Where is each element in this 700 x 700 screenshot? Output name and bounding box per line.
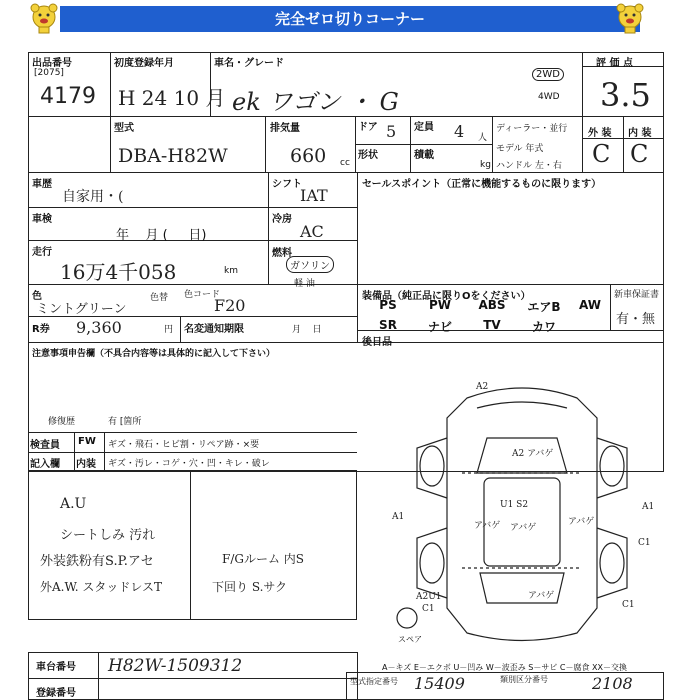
mascot-left-icon xyxy=(24,2,64,34)
aircon-label: 冷房 xyxy=(272,214,292,225)
displacement-label: 排気量 xyxy=(270,123,300,134)
reg-label: 登録番号 xyxy=(36,688,76,699)
inspection-value: 年 月 ( 日) xyxy=(116,228,207,243)
recycle-label: R券 xyxy=(32,324,50,335)
mark-a2-hood: A2 アバゲ xyxy=(512,449,554,459)
score-label: 評 価 点 xyxy=(596,58,633,69)
capacity-unit: 人 xyxy=(478,133,488,143)
interior-value: C xyxy=(630,140,649,168)
chassis-value: H82W-1509312 xyxy=(108,656,243,676)
model-spec-label: 型式指定番号 xyxy=(350,677,398,686)
mark-c1-rear-left: C1 xyxy=(422,604,435,614)
equip-aw: AW xyxy=(579,298,601,312)
door-label: ドア xyxy=(358,122,378,133)
color-value: ミントグリーン xyxy=(36,302,127,317)
car-diagram xyxy=(372,378,672,658)
inspector-label: 検査員 xyxy=(30,440,60,451)
name-change-value: 月 日 xyxy=(292,325,322,335)
model-spec-value: 15409 xyxy=(414,674,465,693)
usage-label: 車歴 xyxy=(32,179,52,190)
equip-kawa: カワ xyxy=(531,320,556,334)
mileage-label: 走行 xyxy=(32,247,52,258)
displacement-value: 660 xyxy=(290,145,327,167)
rear-seat-label: 後日品 xyxy=(362,337,392,348)
sales-point-label: セールスポイント（正常に機能するものに限ります） xyxy=(362,179,602,190)
entry-label: 記入欄 xyxy=(30,459,60,470)
note-3: 外装鉄粉有S.P.アセ xyxy=(40,554,154,569)
equip-airbag: エアB xyxy=(527,300,561,314)
name-grade-label: 車名・グレード xyxy=(214,58,284,69)
note-4: 外A.W. スタッドレスT xyxy=(40,580,162,594)
equip-abs: ABS xyxy=(478,298,506,312)
dealer-label: ディーラー・並行 xyxy=(496,124,568,134)
handle-label: ハンドル 左・右 xyxy=(496,161,562,171)
color-no-label: 色替 xyxy=(150,293,169,303)
mileage-value: 16万4千058 xyxy=(60,260,177,284)
first-reg-value: H 24 10 月 xyxy=(118,86,226,110)
interior-row-label: 内装 xyxy=(76,459,96,470)
fw-label: FW xyxy=(78,436,96,447)
usage-value: 自家用・( xyxy=(62,189,124,205)
banner-title: 完全ゼロ切りコーナー xyxy=(60,6,640,32)
warranty-label: 新車保証書 xyxy=(614,290,660,300)
exterior-label: 外 装 xyxy=(588,128,612,139)
damage-legend: A－キズ E－エクボ U－凹み W－波歪み S－サビ C－腐食 XX－交換 xyxy=(382,663,628,672)
notes-label: 注意事項申告欄（不具合内容等は具体的に記入して下さい） xyxy=(32,349,276,359)
color-code-label: 色コード xyxy=(184,290,221,300)
shift-label: シフト xyxy=(272,179,302,190)
exterior-value: C xyxy=(592,140,611,168)
model-year-label: モデル 年式 xyxy=(496,144,544,154)
mark-abage-1: アバゲ xyxy=(474,521,501,531)
name-grade-value: ek ワゴン ・ G xyxy=(232,88,399,116)
model-value: DBA-H82W xyxy=(118,145,228,167)
fw-value: ギズ・飛石・ヒビ割・リペア跡・×要 xyxy=(108,440,260,450)
mark-a2u1: A2U1 xyxy=(416,592,442,602)
mark-abage-2: アバゲ xyxy=(510,523,537,533)
shift-value: IAT xyxy=(300,186,328,205)
shape-label: 形状 xyxy=(358,150,378,161)
note-6: 下回り S.サク xyxy=(212,580,287,594)
equip-pw: PW xyxy=(428,298,452,312)
mark-c1-rear-right: C1 xyxy=(622,600,635,610)
mark-a1-right: A1 xyxy=(642,502,655,512)
recycle-unit: 円 xyxy=(164,325,174,335)
mark-a2-top: A2 xyxy=(476,382,489,392)
mark-c1-right: C1 xyxy=(638,538,651,548)
chassis-label: 車台番号 xyxy=(36,662,76,673)
score-value: 3.5 xyxy=(600,76,651,114)
name-change-label: 名変通知期限 xyxy=(184,324,244,335)
capacity-value: 4 xyxy=(454,122,465,141)
color-code-value: F20 xyxy=(214,296,246,315)
site-code: [2075] xyxy=(34,68,64,78)
recycle-value: 9,360 xyxy=(76,318,122,337)
class-legend: 類別区分番号 xyxy=(500,675,548,684)
interior-label: 内 装 xyxy=(628,128,652,139)
mark-abage-3: アバゲ xyxy=(568,517,595,527)
mascot-right-icon xyxy=(610,2,650,34)
load-label: 積載 xyxy=(414,150,434,161)
equipment-label: 装備品（純正品に限りOをください） xyxy=(362,291,531,302)
mark-u1s2: U1 S2 xyxy=(500,500,529,510)
aircon-value: AC xyxy=(300,222,324,241)
first-reg-label: 初度登録年月 xyxy=(114,58,174,69)
equipment-grid xyxy=(362,298,610,335)
venue-label: 出品番号 xyxy=(32,58,72,69)
mark-a1-left: A1 xyxy=(392,512,405,522)
fuel-gas: ガソリン xyxy=(286,256,334,273)
repair-label: 修復歴 xyxy=(48,417,76,427)
lot-number: 4179 xyxy=(40,84,96,109)
inspection-label: 車検 xyxy=(32,214,52,225)
fuel-diesel: 軽 油 xyxy=(294,279,315,289)
fuel-label: 燃料 xyxy=(272,248,292,259)
capacity-label: 定員 xyxy=(414,122,434,133)
notes-area xyxy=(28,470,357,620)
note-5: F/Gルーム 内S xyxy=(222,552,304,566)
note-1: A.U xyxy=(60,496,87,512)
warranty-value: 有・無 xyxy=(616,312,656,327)
equip-sr: SR xyxy=(379,318,397,332)
displacement-unit: cc xyxy=(340,158,350,168)
repair-value: 有 [箇所 xyxy=(108,417,142,427)
drive-4wd: 4WD xyxy=(538,92,560,102)
equip-ps: PS xyxy=(379,298,397,312)
mileage-unit: km xyxy=(224,266,238,276)
equip-tv: TV xyxy=(483,318,501,332)
equip-navi: ナビ xyxy=(427,320,452,334)
mark-abage-rear: アバゲ xyxy=(528,591,555,601)
interior-row-value: ギズ・汚レ・コゲ・穴・凹・キレ・破レ xyxy=(108,459,270,469)
drive-2wd: 2WD xyxy=(532,68,564,81)
door-value: 5 xyxy=(386,122,397,141)
load-unit: kg xyxy=(480,160,491,170)
color-label: 色 xyxy=(32,291,42,302)
note-2: シートしみ 汚れ xyxy=(60,528,156,543)
class-value: 2108 xyxy=(592,674,633,693)
model-label: 型式 xyxy=(114,123,134,134)
spare-label: スペア xyxy=(398,635,422,644)
